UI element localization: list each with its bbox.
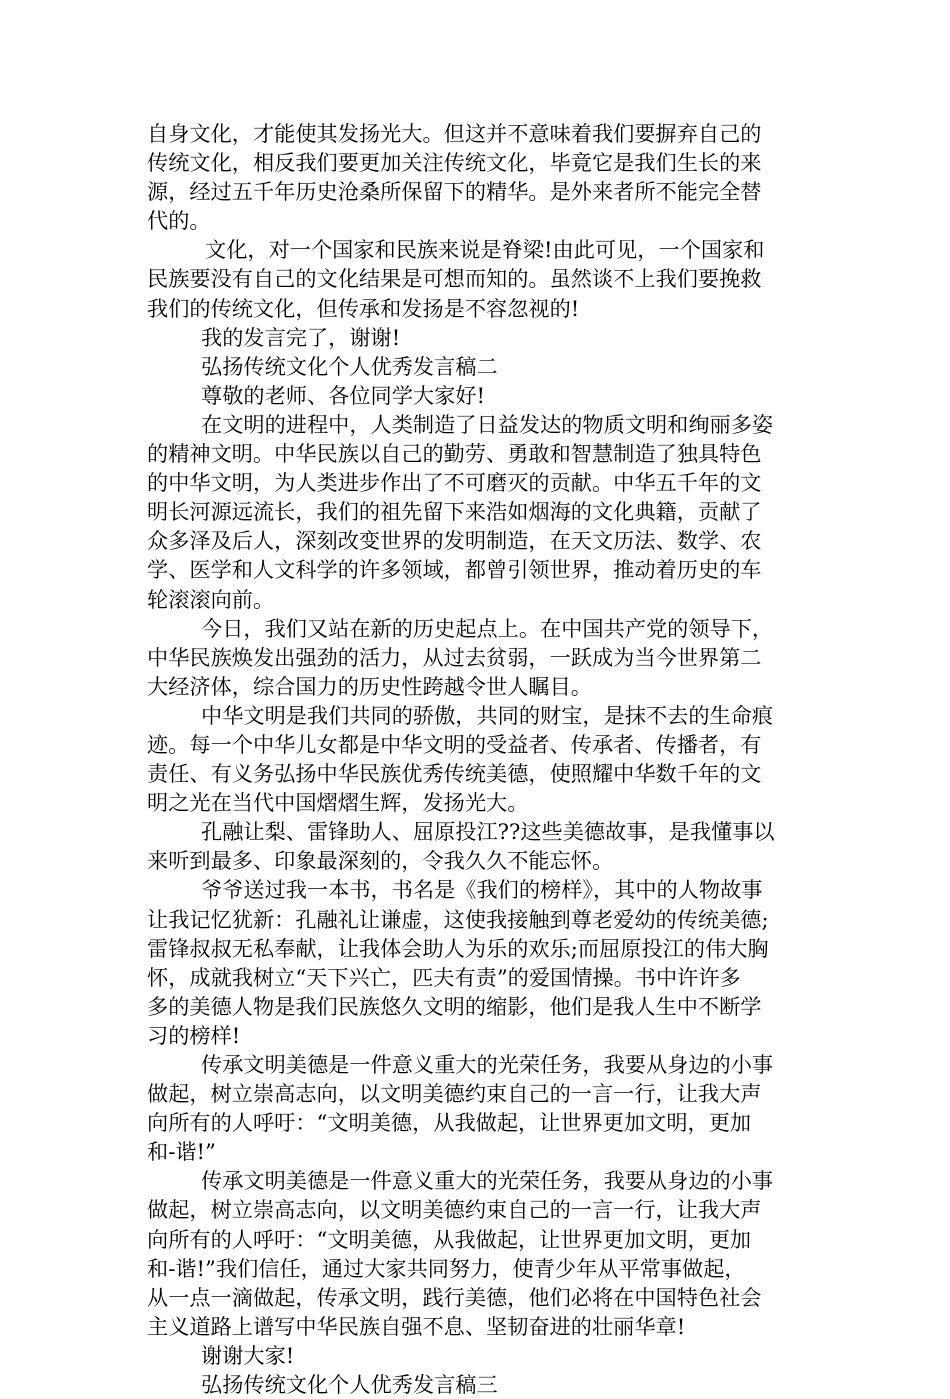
text-line: 主义道路上谱写中华民族自强不息、坚韧奋进的壮丽华章! bbox=[147, 1313, 686, 1339]
text-line: 的中华文明，为人类进步作出了不可磨灭的贡献。中华五千年的文 bbox=[147, 470, 762, 496]
text-line: 弘扬传统文化个人优秀发言稿三 bbox=[201, 1372, 498, 1398]
text-line: 爷爷送过我一本书，书名是《我们的榜样》，其中的人物故事 bbox=[201, 877, 763, 903]
text-line: 明之光在当代中国熠熠生辉，发扬光大。 bbox=[147, 790, 529, 816]
text-line: 众多泽及后人，深刻改变世界的发明制造，在天文历法、数学、农 bbox=[147, 528, 762, 554]
text-line: 自身文化，才能使其发扬光大。但这并不意味着我们要摒弃自己的 bbox=[147, 121, 762, 146]
text-line: 大经济体，综合国力的历史性跨越令世人瞩目。 bbox=[147, 673, 592, 699]
text-line: 习的榜样! bbox=[147, 1022, 241, 1048]
text-line: 今日，我们又站在新的历史起点上。在中国共产党的领导下， bbox=[201, 615, 774, 641]
text-line: 在文明的进程中，人类制造了日益发达的物质文明和绚丽多姿 bbox=[201, 411, 774, 437]
text-line: 责任、有义务弘扬中华民族优秀传统美德，使照耀中华数千年的文 bbox=[147, 761, 762, 787]
text-line: 孔融让梨、雷锋助人、屈原投江??这些美德故事，是我懂事以 bbox=[201, 819, 775, 845]
text-line: 来听到最多、印象最深刻的，令我久久不能忘怀。 bbox=[147, 848, 614, 874]
text-line: 我们的传统文化，但传承和发扬是不容忽视的! bbox=[147, 295, 580, 321]
document-body bbox=[147, 119, 807, 1399]
text-line: 多的美德人物是我们民族悠久文明的缩影，他们是我人生中不断学 bbox=[147, 993, 762, 1019]
text-line: 的精神文明。中华民族以自己的勤劳、勇敢和智慧制造了独具特色 bbox=[147, 441, 762, 467]
text-line: 明长河源远流长，我们的祖先留下来浩如烟海的文化典籍，贡献了 bbox=[147, 499, 762, 525]
text-line: 从一点一滴做起，传承文明，践行美德，他们必将在中国特色社会 bbox=[147, 1284, 762, 1310]
text-line: 向所有的人呼吁：“文明美德，从我做起，让世界更加文明，更加 bbox=[147, 1110, 752, 1136]
text-line: 学、医学和人文科学的许多领域，都曾引领世界，推动着历史的车 bbox=[147, 557, 762, 583]
text-line: 轮滚滚向前。 bbox=[147, 586, 275, 612]
text-line: 中华文明是我们共同的骄傲，共同的财宝，是抹不去的生命痕 bbox=[201, 702, 774, 728]
text-line: 做起，树立崇高志向，以文明美德约束自己的一言一行，让我大声 bbox=[147, 1081, 762, 1107]
text-line: 怀，成就我树立“天下兴亡，匹夫有责”的爱国情操。书中许许多 bbox=[147, 964, 741, 990]
text-line: 向所有的人呼吁：“文明美德，从我做起，让世界更加文明，更加 bbox=[147, 1226, 752, 1252]
text-line: 文化，对一个国家和民族来说是脊梁!由此可见，一个国家和 bbox=[205, 237, 765, 263]
text-line: 做起，树立崇高志向，以文明美德约束自己的一言一行，让我大声 bbox=[147, 1197, 762, 1223]
text-line: 雷锋叔叔无私奉献，让我体会助人为乐的欢乐;而屈原投江的伟大胸 bbox=[147, 935, 769, 961]
text-line: 我的发言完了，谢谢! bbox=[201, 324, 401, 350]
text-line: 源，经过五千年历史沧桑所保留下的精华。是外来者所不能完全替 bbox=[147, 179, 762, 205]
text-line: 传承文明美德是一件意义重大的光荣任务，我要从身边的小事 bbox=[201, 1052, 774, 1077]
text-line: 代的。 bbox=[147, 208, 211, 234]
text-line: 传统文化，相反我们要更加关注传统文化，毕竟它是我们生长的来 bbox=[147, 150, 762, 176]
text-line: 弘扬传统文化个人优秀发言稿二 bbox=[201, 353, 498, 379]
text-line: 中华民族焕发出强劲的活力，从过去贫弱，一跃成为当今世界第二 bbox=[147, 644, 762, 670]
text-line: 谢谢大家! bbox=[201, 1342, 295, 1368]
text-line: 和-谐!”我们信任，通过大家共同努力，使青少年从平常事做起， bbox=[147, 1255, 746, 1281]
text-line: 和-谐!” bbox=[147, 1139, 216, 1165]
text-line: 传承文明美德是一件意义重大的光荣任务，我要从身边的小事 bbox=[201, 1168, 774, 1194]
text-line: 民族要没有自己的文化结果是可想而知的。虽然谈不上我们要挽救 bbox=[147, 266, 762, 292]
text-line: 让我记忆犹新：孔融礼让谦虚，这使我接触到尊老爱幼的传统美德; bbox=[147, 906, 769, 932]
text-line: 迹。每一个中华儿女都是中华文明的受益者、传承者、传播者，有 bbox=[147, 731, 762, 757]
text-line: 尊敬的老师、各位同学大家好! bbox=[201, 382, 485, 408]
